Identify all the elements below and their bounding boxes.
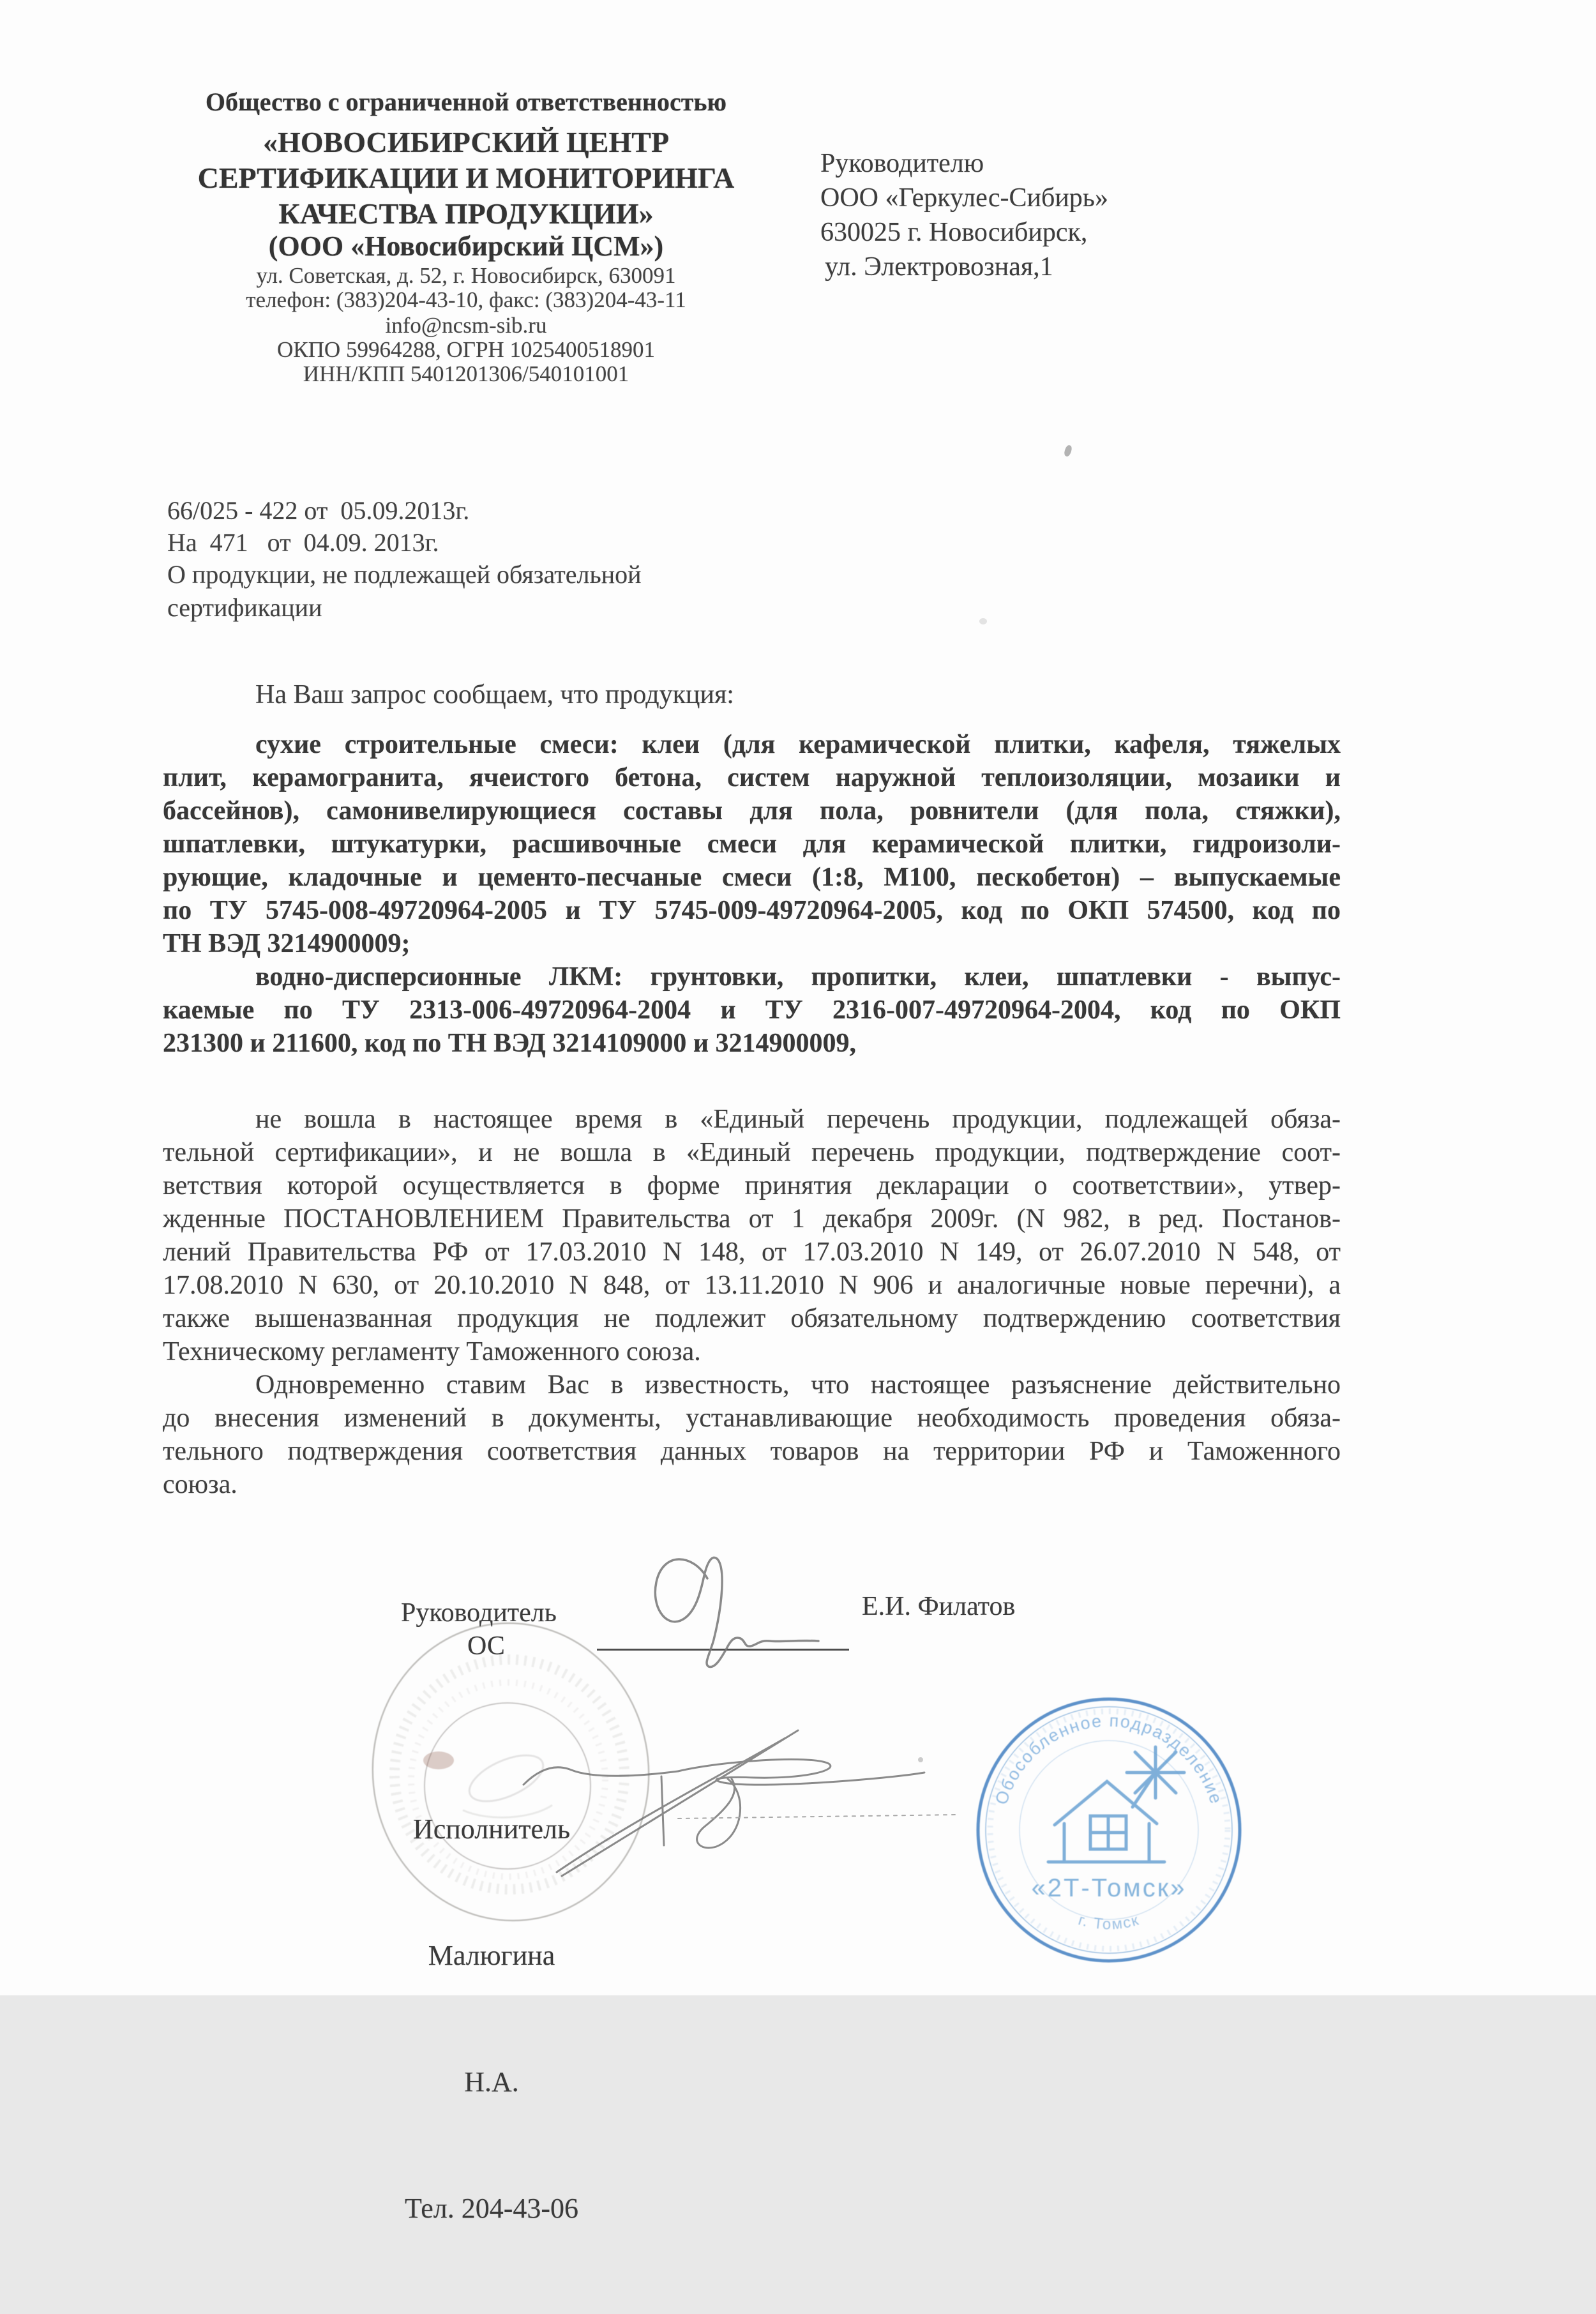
stamp-bottom-text: г. Томск bbox=[1076, 1911, 1142, 1933]
body-line: Техническому регламенту Таможенного союза. bbox=[163, 1337, 701, 1366]
addressee-title: Руководителю bbox=[820, 149, 984, 178]
letterhead-short-name: (ООО «Новосибирский ЦСМ») bbox=[268, 231, 664, 262]
body-line: водно-дисперсионные ЛКМ: грунтовки, пропитки, клеи, шпатлевки - выпус- bbox=[255, 962, 1341, 992]
addressee-company: ООО «Геркулес-Сибирь» bbox=[820, 183, 1108, 213]
executor-surname: Малюгина bbox=[428, 1940, 555, 1971]
stamp-center-text: «2Т-Томск» bbox=[1031, 1874, 1187, 1902]
letterhead-name-line1: «НОВОСИБИРСКИЙ ЦЕНТР bbox=[262, 126, 670, 158]
body-line: рующие, кладочные и цементо-песчаные смеси (1:8, М100, пескобетон) – выпускаемые bbox=[163, 863, 1341, 892]
director-signature bbox=[632, 1545, 849, 1673]
executor-signature bbox=[511, 1718, 970, 1884]
body-line: 231300 и 211600, код по ТН ВЭД 3214109000 и 3214900009, bbox=[163, 1029, 857, 1058]
body-line: по ТУ 5745-008-49720964-2005 и ТУ 5745-009-49720964-2005, код по ОКП 574500, код по bbox=[163, 896, 1341, 925]
body-line: бассейнов), самонивелирующиеся составы для пола, ровнители (для пола, стяжки), bbox=[163, 796, 1341, 826]
scan-speck bbox=[979, 618, 987, 624]
letterhead-name-line2: СЕРТИФИКАЦИИ И МОНИТОРИНГА bbox=[197, 162, 735, 194]
letterhead-name-line3: КАЧЕСТВА ПРОДУКЦИИ» bbox=[278, 197, 654, 230]
letterhead-inn-kpp: ИНН/КПП 5401201306/540101001 bbox=[303, 361, 629, 386]
addressee-city: 630025 г. Новосибирск, bbox=[820, 218, 1088, 247]
signer-name: Е.И. Филатов bbox=[862, 1592, 1016, 1621]
house-windmill-icon bbox=[1048, 1747, 1184, 1862]
body-line: союза. bbox=[163, 1470, 237, 1499]
letterhead-org-type: Общество с ограниченной ответственностью bbox=[205, 87, 727, 116]
body-line: шпатлевки, штукатурки, расшивочные смеси для керамической плитки, гидроизоли- bbox=[163, 829, 1341, 859]
body-line: На Ваш запрос сообщаем, что продукция: bbox=[255, 680, 734, 709]
executor-label: Исполнитель bbox=[412, 1813, 571, 1845]
svg-text:г. Томск bbox=[1076, 1911, 1141, 1933]
svg-text:Обособленное подразделение bbox=[991, 1711, 1226, 1807]
letterhead-phone-fax: телефон: (383)204-43-10, факс: (383)204-43-11 bbox=[246, 287, 686, 312]
body-line: каемые по ТУ 2313-006-49720964-2004 и ТУ 2316-007-49720964-2004, код по ОКП bbox=[163, 995, 1341, 1025]
stamp-arc-text: Обособленное подразделение bbox=[991, 1711, 1226, 1807]
body-line: тельного подтверждения соответствия данных товаров на территории РФ и Таможенного bbox=[163, 1437, 1341, 1466]
body-line: плит, керамогранита, ячеистого бетона, систем наружной теплоизоляции, мозаики и bbox=[163, 763, 1341, 792]
body-line: Одновременно ставим Вас в известность, что настоящее разъяснение действительно bbox=[255, 1370, 1341, 1400]
scan-speck bbox=[1063, 444, 1073, 457]
signer-position-line2: ОС bbox=[467, 1631, 505, 1661]
body-line: лений Правительства РФ от 17.03.2010 N 148, от 17.03.2010 N 149, от 26.07.2010 N 548, от bbox=[163, 1237, 1341, 1267]
body-line: ТН ВЭД 3214900009; bbox=[163, 929, 410, 958]
subject-line: сертификации bbox=[167, 593, 322, 622]
letterhead-email: info@ncsm-sib.ru bbox=[385, 313, 547, 338]
letterhead-address: ул. Советская, д. 52, г. Новосибирск, 630091 bbox=[256, 263, 676, 288]
addressee-street: ул. Электровозная,1 bbox=[825, 252, 1053, 282]
body-line: тельной сертификации», и не вошла в «Единый перечень продукции, подтверждение соот- bbox=[163, 1138, 1341, 1167]
outgoing-number: 66/025 - 422 от 05.09.2013г. bbox=[167, 496, 470, 525]
incoming-number: На 471 от 04.09. 2013г. bbox=[167, 528, 439, 557]
body-line: также вышеназванная продукция не подлежит обязательному подтверждению соответствия bbox=[163, 1304, 1341, 1333]
body-line: сухие строительные смеси: клеи (для керамической плитки, кафеля, тяжелых bbox=[255, 730, 1341, 759]
body-line: жденные ПОСТАНОВЛЕНИЕМ Правительства от 1 декабря 2009г. (N 982, в ред. Постанов- bbox=[163, 1204, 1341, 1234]
blue-round-stamp bbox=[965, 1691, 1253, 1978]
body-line: не вошла в настоящее время в «Единый перечень продукции, подлежащей обяза- bbox=[255, 1105, 1341, 1134]
executor-phone: Тел. 204-43-06 bbox=[405, 2193, 578, 2224]
body-line: 17.08.2010 N 630, от 20.10.2010 N 848, от 13.11.2010 N 906 и аналогичные новые перечни), а bbox=[163, 1271, 1341, 1300]
executor-initials: Н.А. bbox=[464, 2066, 519, 2098]
body-line: ветствия которой осуществляется в форме принятия декларации о соответствии», утвер- bbox=[163, 1171, 1341, 1200]
letterhead-okpo-ogrn: ОКПО 59964288, ОГРН 1025400518901 bbox=[277, 337, 655, 362]
subject-line: О продукции, не подлежащей обязательной bbox=[167, 560, 642, 589]
body-line: до внесения изменений в документы, устанавливающие необходимость проведения обяза- bbox=[163, 1403, 1341, 1433]
signer-position: Руководитель bbox=[401, 1598, 557, 1628]
